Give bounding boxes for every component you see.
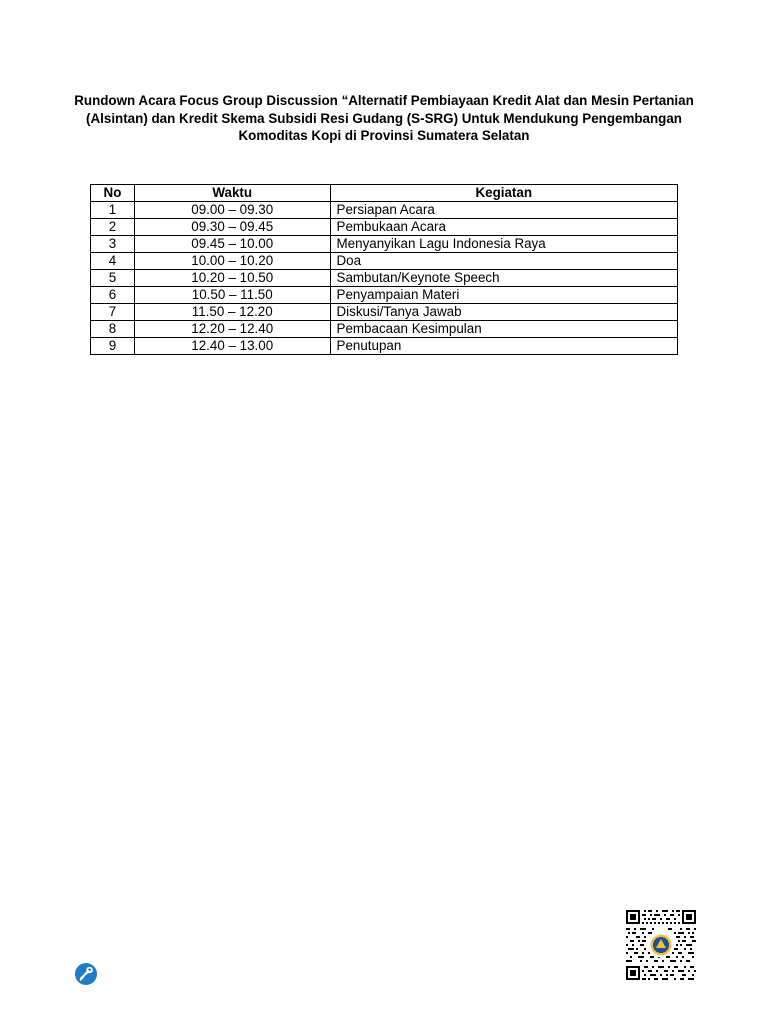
header-waktu: Waktu <box>134 185 330 202</box>
cell-no: 2 <box>91 219 135 236</box>
cell-no: 8 <box>91 321 135 338</box>
cell-kegiatan: Penutupan <box>330 338 677 355</box>
cell-waktu: 09.30 – 09.45 <box>134 219 330 236</box>
cell-waktu: 11.50 – 12.20 <box>134 304 330 321</box>
table-row <box>91 287 678 304</box>
cell-waktu: 09.45 – 10.00 <box>134 236 330 253</box>
cell-kegiatan: Persiapan Acara <box>330 202 677 219</box>
table-row <box>91 202 678 219</box>
cell-kegiatan: Pembukaan Acara <box>330 219 677 236</box>
cell-kegiatan: Penyampaian Materi <box>330 287 677 304</box>
cell-waktu: 12.40 – 13.00 <box>134 338 330 355</box>
cell-no: 3 <box>91 236 135 253</box>
cell-waktu: 10.00 – 10.20 <box>134 253 330 270</box>
cell-waktu: 10.50 – 11.50 <box>134 287 330 304</box>
cell-waktu: 12.20 – 12.40 <box>134 321 330 338</box>
table-header-row <box>91 185 678 202</box>
cell-no: 9 <box>91 338 135 355</box>
table-row <box>91 236 678 253</box>
scribd-logo-icon[interactable] <box>74 962 98 986</box>
cell-no: 7 <box>91 304 135 321</box>
cell-no: 6 <box>91 287 135 304</box>
cell-kegiatan: Menyanyikan Lagu Indonesia Raya <box>330 236 677 253</box>
table-row <box>91 304 678 321</box>
cell-kegiatan: Sambutan/Keynote Speech <box>330 270 677 287</box>
header-kegiatan: Kegiatan <box>330 185 677 202</box>
table-row <box>91 219 678 236</box>
table-row <box>91 270 678 287</box>
cell-waktu: 09.00 – 09.30 <box>134 202 330 219</box>
qr-code-icon <box>626 910 696 980</box>
table-row <box>91 338 678 355</box>
table-row <box>91 321 678 338</box>
cell-kegiatan: Doa <box>330 253 677 270</box>
cell-kegiatan: Diskusi/Tanya Jawab <box>330 304 677 321</box>
table-row <box>91 253 678 270</box>
cell-waktu: 10.20 – 10.50 <box>134 270 330 287</box>
cell-kegiatan: Pembacaan Kesimpulan <box>330 321 677 338</box>
header-no: No <box>91 185 135 202</box>
cell-no: 5 <box>91 270 135 287</box>
rundown-table <box>90 184 678 355</box>
cell-no: 4 <box>91 253 135 270</box>
cell-no: 1 <box>91 202 135 219</box>
document-title: Rundown Acara Focus Group Discussion “Alternatif Pembiayaan Kredit Alat dan Mesin Pertanian (Alsintan) dan Kredit Skema Subsidi Resi Gudang (S-SRG) Untuk Mendukung Pengembangan Komoditas Kopi di Provinsi Sumatera Selatan <box>74 93 694 143</box>
